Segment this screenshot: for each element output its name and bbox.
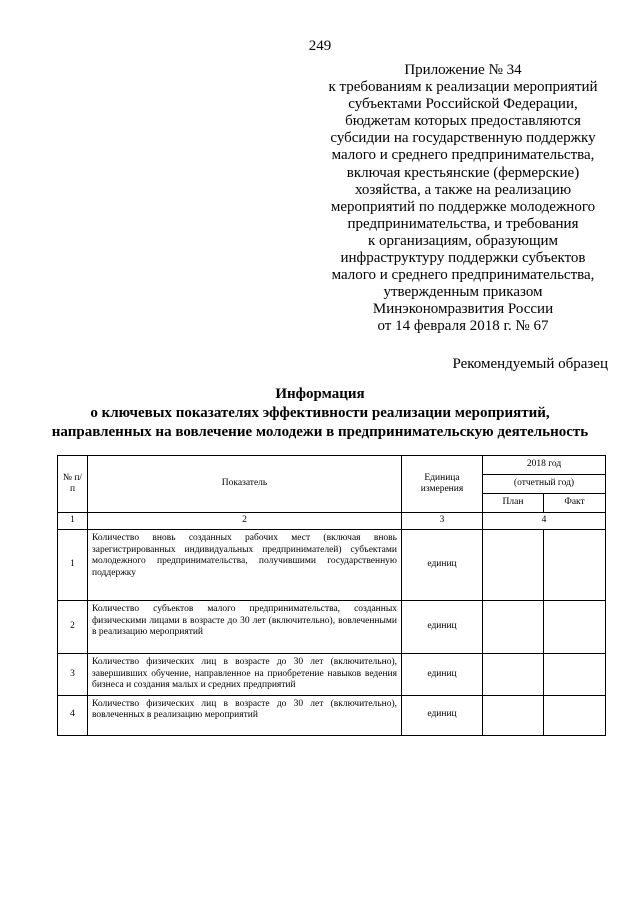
column-number: 2 [88,513,402,530]
column-number: 1 [58,513,88,530]
row-plan [483,530,544,601]
appendix-line: субсидии на государственную поддержку [330,130,596,147]
header-year-note: (отчетный год) [483,475,606,494]
appendix-line: к организациям, образующим [367,232,559,249]
appendix-line: утвержденным приказом [383,284,543,301]
row-num: 1 [58,530,88,601]
column-number: 4 [483,513,606,530]
row-indicator: Количество вновь созданных рабочих мест (включая вновь зарегистрированных индивидуальных предпринимателей) субъектами молодежного предпринимательства, получившими государственную поддержку [88,530,402,601]
row-indicator: Количество субъектов малого предпринимательства, созданных физическими лицами в возрасте до 30 лет (включительно), вовлеченными в реализацию мероприятий [88,601,402,654]
appendix-line: бюджетам которых предоставляются [345,113,581,130]
row-fact [544,695,606,735]
appendix-line: мероприятий по поддержке молодежного [330,198,596,215]
indicators-table [57,455,606,736]
row-num: 4 [58,695,88,735]
row-unit: единиц [402,530,483,601]
appendix-line: малого и среднего предпринимательства, [331,267,595,284]
title-line: направленных на вовлечение молодежи в предпринимательскую деятельность [51,424,589,440]
row-unit: единиц [402,695,483,735]
row-num: 3 [58,654,88,696]
appendix-line: к требованиям к реализации мероприятий [328,79,598,96]
appendix-line: инфраструктуру поддержки субъектов [340,250,586,267]
page-number: 249 [308,38,332,54]
row-unit: единиц [402,601,483,654]
header-plan: План [483,494,544,513]
row-fact [544,601,606,654]
sample-label: Рекомендуемый образец [452,356,608,372]
appendix-line: малого и среднего предпринимательства, [331,147,595,164]
appendix-line: Приложение № 34 [404,62,522,78]
row-indicator: Количество физических лиц в возрасте до 30 лет (включительно), вовлеченных в реализацию мероприятий [88,695,402,735]
table-row [58,654,606,696]
column-number: 3 [402,513,483,530]
table-row [58,695,606,735]
row-fact [544,530,606,601]
appendix-line: включая крестьянские (фермерские) [346,164,580,181]
appendix-line: предпринимательства, и требования [347,215,579,232]
row-indicator: Количество физических лиц в возрасте до 30 лет (включительно), завершивших обучение, направленное на приобретение навыков ведения бизнеса и создания малых и средних предприятий [88,654,402,696]
appendix-line: хозяйства, а также на реализацию [354,181,572,198]
row-plan [483,654,544,696]
header-indicator: Показатель [88,456,402,513]
column-numbers-row [58,513,606,530]
document-title [0,385,640,442]
table-row [58,601,606,654]
appendix-line: Минэкономразвития России [372,301,554,318]
header-unit: Единица измерения [402,456,483,513]
row-plan [483,601,544,654]
table-row [58,530,606,601]
appendix-line: от 14 февраля 2018 г. № 67 [377,318,549,335]
title-line: о ключевых показателях эффективности реализации мероприятий, [90,405,550,421]
header-fact: Факт [544,494,606,513]
title-line: Информация [275,386,365,402]
row-fact [544,654,606,696]
appendix-line: субъектами Российской Федерации, [348,96,578,113]
header-num: № п/п [58,456,88,513]
appendix-header [318,62,608,336]
row-unit: единиц [402,654,483,696]
row-num: 2 [58,601,88,654]
row-plan [483,695,544,735]
header-year: 2018 год [483,456,606,475]
